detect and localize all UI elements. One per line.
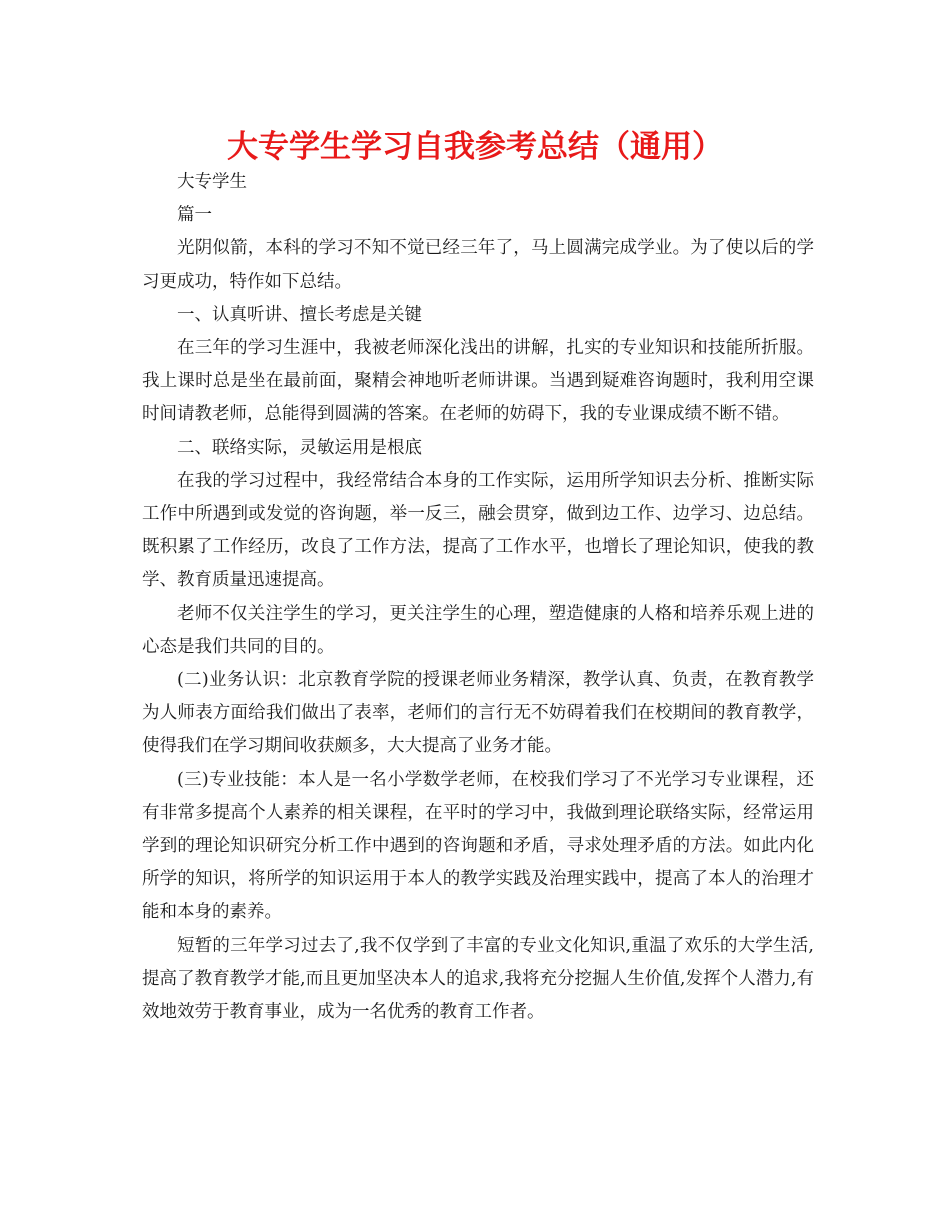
section-heading: 一、认真听讲、擅长考虑是关键: [177, 304, 422, 325]
paragraph: 光阴似箭，本科的学习不知不觉已经三年了，马上圆满完成学业。为了使以后的学习更成功，特作如下总结。: [142, 238, 814, 292]
paragraph: 在我的学习过程中，我经常结合本身的工作实际，运用所学知识去分析、推断实际工作中所遇到或发觉的咨询题，举一反三，融会贯穿，做到边工作、边学习、边总结。既积累了工作经历，改良了工作方法，提高了工作水平，也增长了理论知识，使我的教学、教育质量迅速提高。: [142, 470, 814, 591]
paragraph: 在三年的学习生涯中，我被老师深化浅出的讲解，扎实的专业知识和技能所折服。我上课时总是坐在最前面，聚精会神地听老师讲课。当遇到疑难咨询题时，我利用空课时间请教老师，总能得到圆满的答案。在老师的妨碍下，我的专业课成绩不断不错。: [142, 338, 814, 425]
document-title: 大专学生学习自我参考总结（通用）: [227, 129, 723, 165]
paragraph: 老师不仅关注学生的学习，更关注学生的心理，塑造健康的人格和培养乐观上进的心态是我们共同的目的。: [142, 603, 814, 657]
paragraph: (二)业务认识：北京教育学院的授课老师业务精深，教学认真、负责，在教育教学为人师表方面给我们做出了表率，老师们的言行无不妨碍着我们在校期间的教育教学，使得我们在学习期间收获颇多，大大提高了业务才能。: [142, 670, 814, 757]
paragraph-section-label: 篇一: [177, 205, 212, 226]
section-heading: 二、联络实际，灵敏运用是根底: [177, 437, 422, 458]
document-body: [142, 166, 814, 1029]
paragraph: 短暂的三年学习过去了,我不仅学到了丰富的专业文化知识,重温了欢乐的大学生活,提高了教育教学才能,而且更加坚决本人的追求,我将充分挖掘人生价值,发挥个人潜力,有效地效劳于教育事业，成为一名优秀的教育工作者。: [142, 935, 814, 1023]
paragraph-subject: 大专学生: [177, 172, 247, 192]
paragraph: (三)专业技能：本人是一名小学数学老师，在校我们学习了不光学习专业课程，还有非常多提高个人素养的相关课程，在平时的学习中，我做到理论联络实际，经常运用学到的理论知识研究分析工作中遇到的咨询题和矛盾，寻求处理矛盾的方法。如此内化所学的知识，将所学的知识运用于本人的教学实践及治理实践中，提高了本人的治理才能和本身的素养。: [142, 769, 814, 923]
